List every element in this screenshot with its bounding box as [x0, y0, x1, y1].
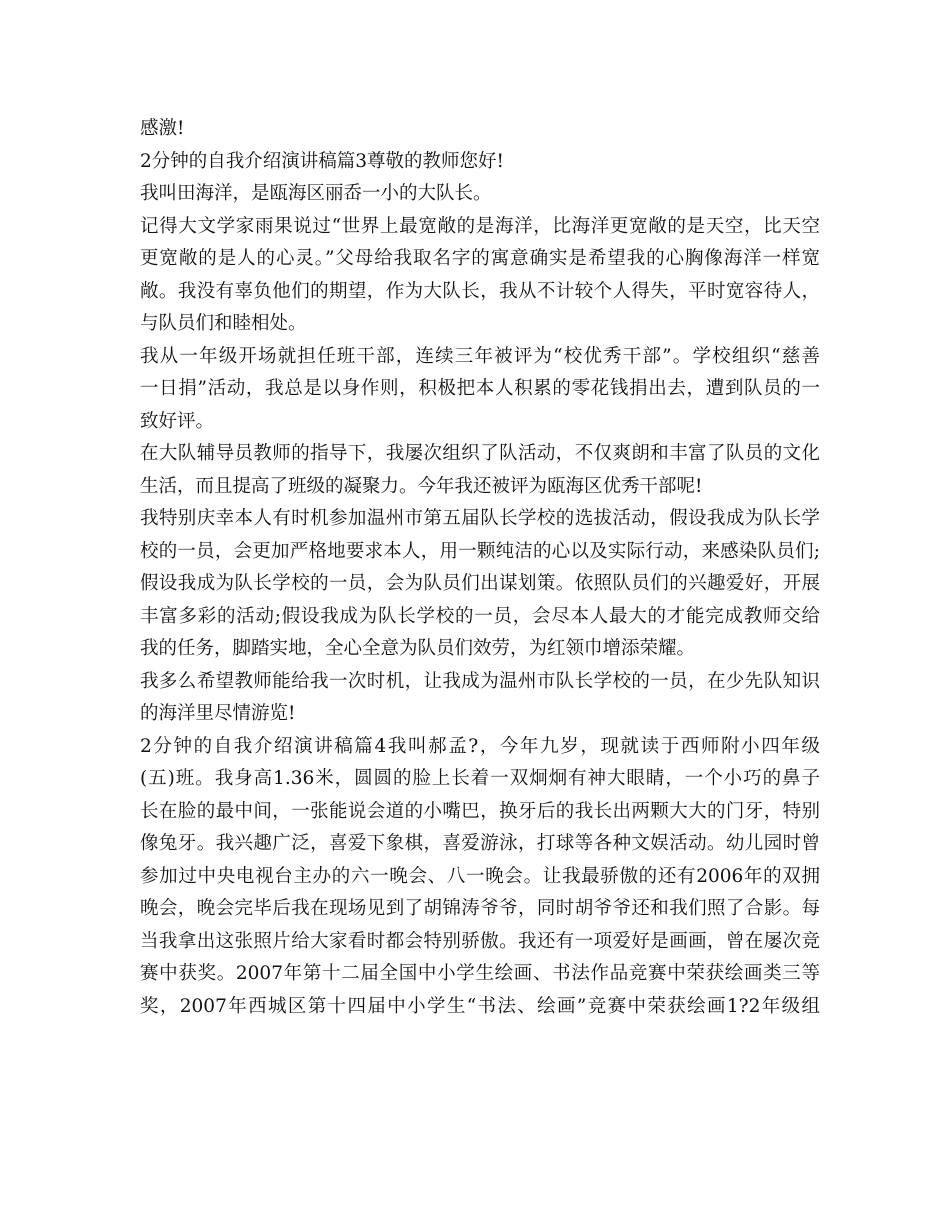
text-line: (五)班。我身高1.36米，圆圆的脸上长着一双炯炯有神大眼睛，一个小巧的鼻子: [140, 768, 820, 789]
text-line: 丰富多彩的活动;假设我成为队长学校的一员，会尽本人最大的才能完成教师交给: [140, 605, 820, 627]
text-line: 与队员们和睦相处。: [140, 313, 307, 334]
text-line: 记得大文学家雨果说过“世界上最宽敞的是海洋，比海洋更宽敞的是天空，比天空: [140, 215, 820, 237]
text-line: 更宽敞的是人的心灵。”父母给我取名字的寓意确实是希望我的心胸像海洋一样宽: [140, 248, 820, 269]
text-line: 生活，而且提高了班级的凝聚力。今年我还被评为瓯海区优秀干部呢!: [140, 475, 703, 497]
text-line: 长在脸的最中间，一张能说会道的小嘴巴，换牙后的我长出两颗大大的门牙，特别: [140, 800, 820, 822]
text-line: 一日捐”活动，我总是以身作则，积极把本人积累的零花钱捐出去，遭到队员的一: [140, 378, 820, 399]
text-line: 赛中获奖。2007年第十二届全国中小学生绘画、书法作品竞赛中荣获绘画类三等: [140, 963, 820, 984]
document-body: [140, 113, 820, 1023]
text-line: 的海洋里尽情游览!: [140, 703, 296, 724]
text-line: 晚会，晚会完毕后我在现场见到了胡锦涛爷爷，同时胡爷爷还和我们照了合影。每: [140, 898, 820, 919]
text-line: 校的一员，会更加严格地要求本人，用一颗纯洁的心以及实际行动，来感染队员们;: [140, 540, 820, 562]
text-line: 致好评。: [140, 410, 215, 432]
text-line: 我的任务，脚踏实地，全心全意为队员们效劳，为红领巾增添荣耀。: [140, 638, 696, 659]
text-line: 像兔牙。我兴趣广泛，喜爱下象棋，喜爱游泳，打球等各种文娱活动。幼儿园时曾: [140, 833, 820, 854]
text-line: 敞。我没有辜负他们的期望，作为大队长，我从不计较个人得失，平时宽容待人，: [140, 280, 820, 302]
text-line: 我特别庆幸本人有时机参加温州市第五届队长学校的选拔活动，假设我成为队长学: [140, 508, 820, 529]
text-line: 当我拿出这张照片给大家看时都会特别骄傲。我还有一项爱好是画画，曾在屡次竞: [140, 930, 820, 952]
text-line: 2分钟的自我介绍演讲稿篇4我叫郝孟?，今年九岁，现就读于西师附小四年级: [140, 735, 820, 757]
text-line: 我叫田海洋，是瓯海区丽岙一小的大队长。: [140, 183, 492, 204]
text-line: 假设我成为队长学校的一员，会为队员们出谋划策。依照队员们的兴趣爱好，开展: [140, 573, 820, 594]
text-line: 奖，2007年西城区第十四届中小学生“书法、绘画”竞赛中荣获绘画1?2年级组: [140, 995, 820, 1017]
text-line: 2分钟的自我介绍演讲稿篇3尊敬的教师您好!: [140, 150, 504, 172]
text-line: 我从一年级开场就担任班干部，连续三年被评为“校优秀干部”。学校组织“慈善: [140, 345, 820, 367]
text-line: 参加过中央电视台主办的六一晚会、八一晚会。让我最骄傲的还有2006年的双拥: [140, 865, 820, 887]
text-line: 在大队辅导员教师的指导下，我屡次组织了队活动，不仅爽朗和丰富了队员的文化: [140, 443, 820, 464]
text-line: 我多么希望教师能给我一次时机，让我成为温州市队长学校的一员，在少先队知识: [140, 670, 820, 692]
text-line: 感激!: [140, 118, 185, 139]
